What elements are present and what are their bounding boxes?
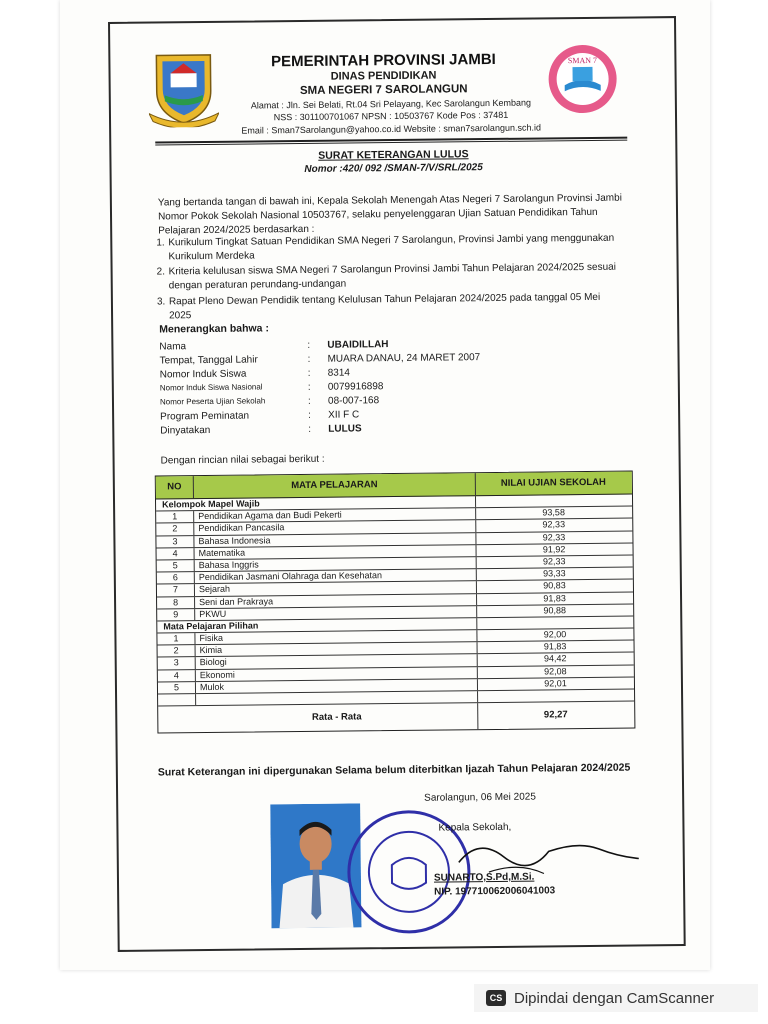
subject-score: 92,00	[543, 629, 567, 640]
subject-name: Kimia	[196, 642, 478, 656]
camscanner-watermark	[474, 984, 758, 1012]
subject-score: 92,33	[542, 556, 566, 567]
school-logo	[546, 43, 619, 116]
subject-score: 92,08	[544, 665, 567, 677]
menerangkan-label: Menerangkan bahwa :	[159, 322, 269, 336]
camscanner-text: Dipindai dengan CamScanner	[514, 989, 715, 1007]
row-number: 4	[157, 548, 195, 560]
row-number: 9	[157, 609, 195, 621]
subject-name: Pendidikan Agama dan Budi Pekerti	[194, 508, 476, 522]
signer-nip: NIP. 197710062006041003	[434, 885, 556, 898]
header-address: Alamat : Jln. Sei Belati, Rt.04 Sri Pelayang, Kec Sarolangun Kembang	[250, 97, 531, 111]
grades-table	[155, 471, 636, 734]
subject-name: Bahasa Inggris	[195, 557, 477, 571]
basis-item-3: 3. Rapat Pleno Dewan Pendidik tentang Kelulusan Tahun Pelajaran 2024/2025 pada tanggal 05 Mei 2025	[156, 291, 601, 321]
subject-name: Biologi	[196, 655, 478, 669]
svg-text:SMAN 7: SMAN 7	[567, 55, 598, 66]
footer-note: Surat Keterangan ini dipergunakan Selama belum diterbitkan Ijazah Tahun Pelajaran 2024/2025	[157, 761, 631, 779]
subject-name: Pendidikan Pancasila	[194, 521, 476, 535]
header-government: PEMERINTAH PROVINSI JAMBI	[270, 50, 496, 71]
header-school: SMA NEGERI 7 SAROLANGUN	[299, 83, 468, 97]
subject-score: 93,33	[542, 568, 566, 579]
average-row: Rata - Rata 92,27	[158, 702, 634, 733]
row-number: 2	[156, 523, 194, 535]
subject-score: 92,01	[544, 678, 567, 689]
row-number: 3	[156, 536, 194, 548]
row-number: 6	[157, 572, 195, 584]
header-department: DINAS PENDIDIKAN	[330, 69, 437, 83]
subject-name: Matematika	[195, 545, 477, 559]
subject-name: Fisika	[195, 630, 477, 644]
group-wajib-row: Kelompok Mapel Wajib	[156, 495, 632, 512]
document-title: SURAT KETERANGAN LULUS	[318, 148, 469, 162]
place-date: Sarolangun, 06 Mei 2025	[424, 791, 536, 804]
header-ids: NSS : 301100701067 NPSN : 10503767 Kode Pos : 37481	[273, 109, 509, 123]
camscanner-icon: CS	[486, 990, 506, 1006]
row-number: 5	[157, 560, 195, 572]
subject-name: PKWU	[195, 606, 477, 620]
subject-score: 91,83	[543, 592, 566, 603]
subject-score: 92,33	[542, 531, 566, 543]
group-pilihan-row: Mata Pelajaran Pilihan	[157, 616, 633, 633]
subject-name: Ekonomi	[196, 667, 478, 681]
row-number: 1	[156, 511, 194, 523]
subject-score: 90,83	[543, 580, 566, 591]
subject-name: Bahasa Indonesia	[194, 533, 476, 547]
document-number: Nomor :420/ 092 /SMAN-7/V/SRL/2025	[304, 162, 483, 175]
subject-score: 91,92	[542, 543, 566, 555]
row-number: 1	[157, 633, 195, 645]
row-number: 4	[158, 670, 196, 682]
subject-score: 92,33	[542, 519, 566, 530]
header-contact: Email : Sman7Sarolangun@yahoo.co.id Website : sman7sarolangun.sch.id	[241, 122, 541, 136]
basis-item-2: 2. Kriteria kelulusan siswa SMA Negeri 7 Sarolangun Provinsi Jambi Tahun Pelajaran 2024/2025 sesuai dengan peraturan perundang-undangan	[156, 261, 616, 291]
subject-name: Mulok	[196, 679, 478, 693]
scan-background	[0, 0, 60, 970]
row-number: 3	[158, 658, 196, 670]
basis-item-1: 1. Kurikulum Tingkat Satuan Pendidikan SMA Negeri 7 Sarolangun, Provinsi Jambi yang menggunakan Kurikulum Merdeka	[156, 232, 615, 262]
row-number: 5	[158, 682, 196, 694]
row-number: 8	[157, 597, 195, 609]
position-title: Kepala Sekolah,	[438, 821, 512, 834]
subject-score: 94,42	[543, 653, 567, 664]
subject-score: 93,58	[542, 507, 565, 518]
certificate-frame	[108, 16, 686, 952]
subject-name: Pendidikan Jasmani Olahraga dan Kesehatan	[195, 569, 477, 583]
jambi-province-emblem	[148, 51, 219, 128]
subject-name: Sejarah	[195, 581, 477, 595]
row-number: 7	[157, 584, 195, 596]
intro-paragraph: Yang bertanda tangan di bawah ini, Kepala Sekolah Menengah Atas Negeri 7 Sarolangun Provinsi Jambi Nomor Pokok Sekolah Nasional 10503767, selaku penyelenggaran Ujian Satuan Pendidikan Tahun Pelajaran 2024/2025 berdasarkan :	[157, 192, 622, 237]
signer-name: SUNARTO,S.Pd,M.Si.	[433, 871, 535, 884]
table-header-row: NO MATA PELAJARAN NILAI UJIAN SEKOLAH	[156, 472, 632, 500]
subject-score: 90,88	[543, 604, 566, 616]
subject-name: Seni dan Prakraya	[195, 594, 477, 608]
subject-score: 91,83	[543, 641, 567, 652]
row-number: 2	[158, 645, 196, 657]
rincian-label: Dengan rincian nilai sebagai berikut :	[160, 453, 325, 467]
